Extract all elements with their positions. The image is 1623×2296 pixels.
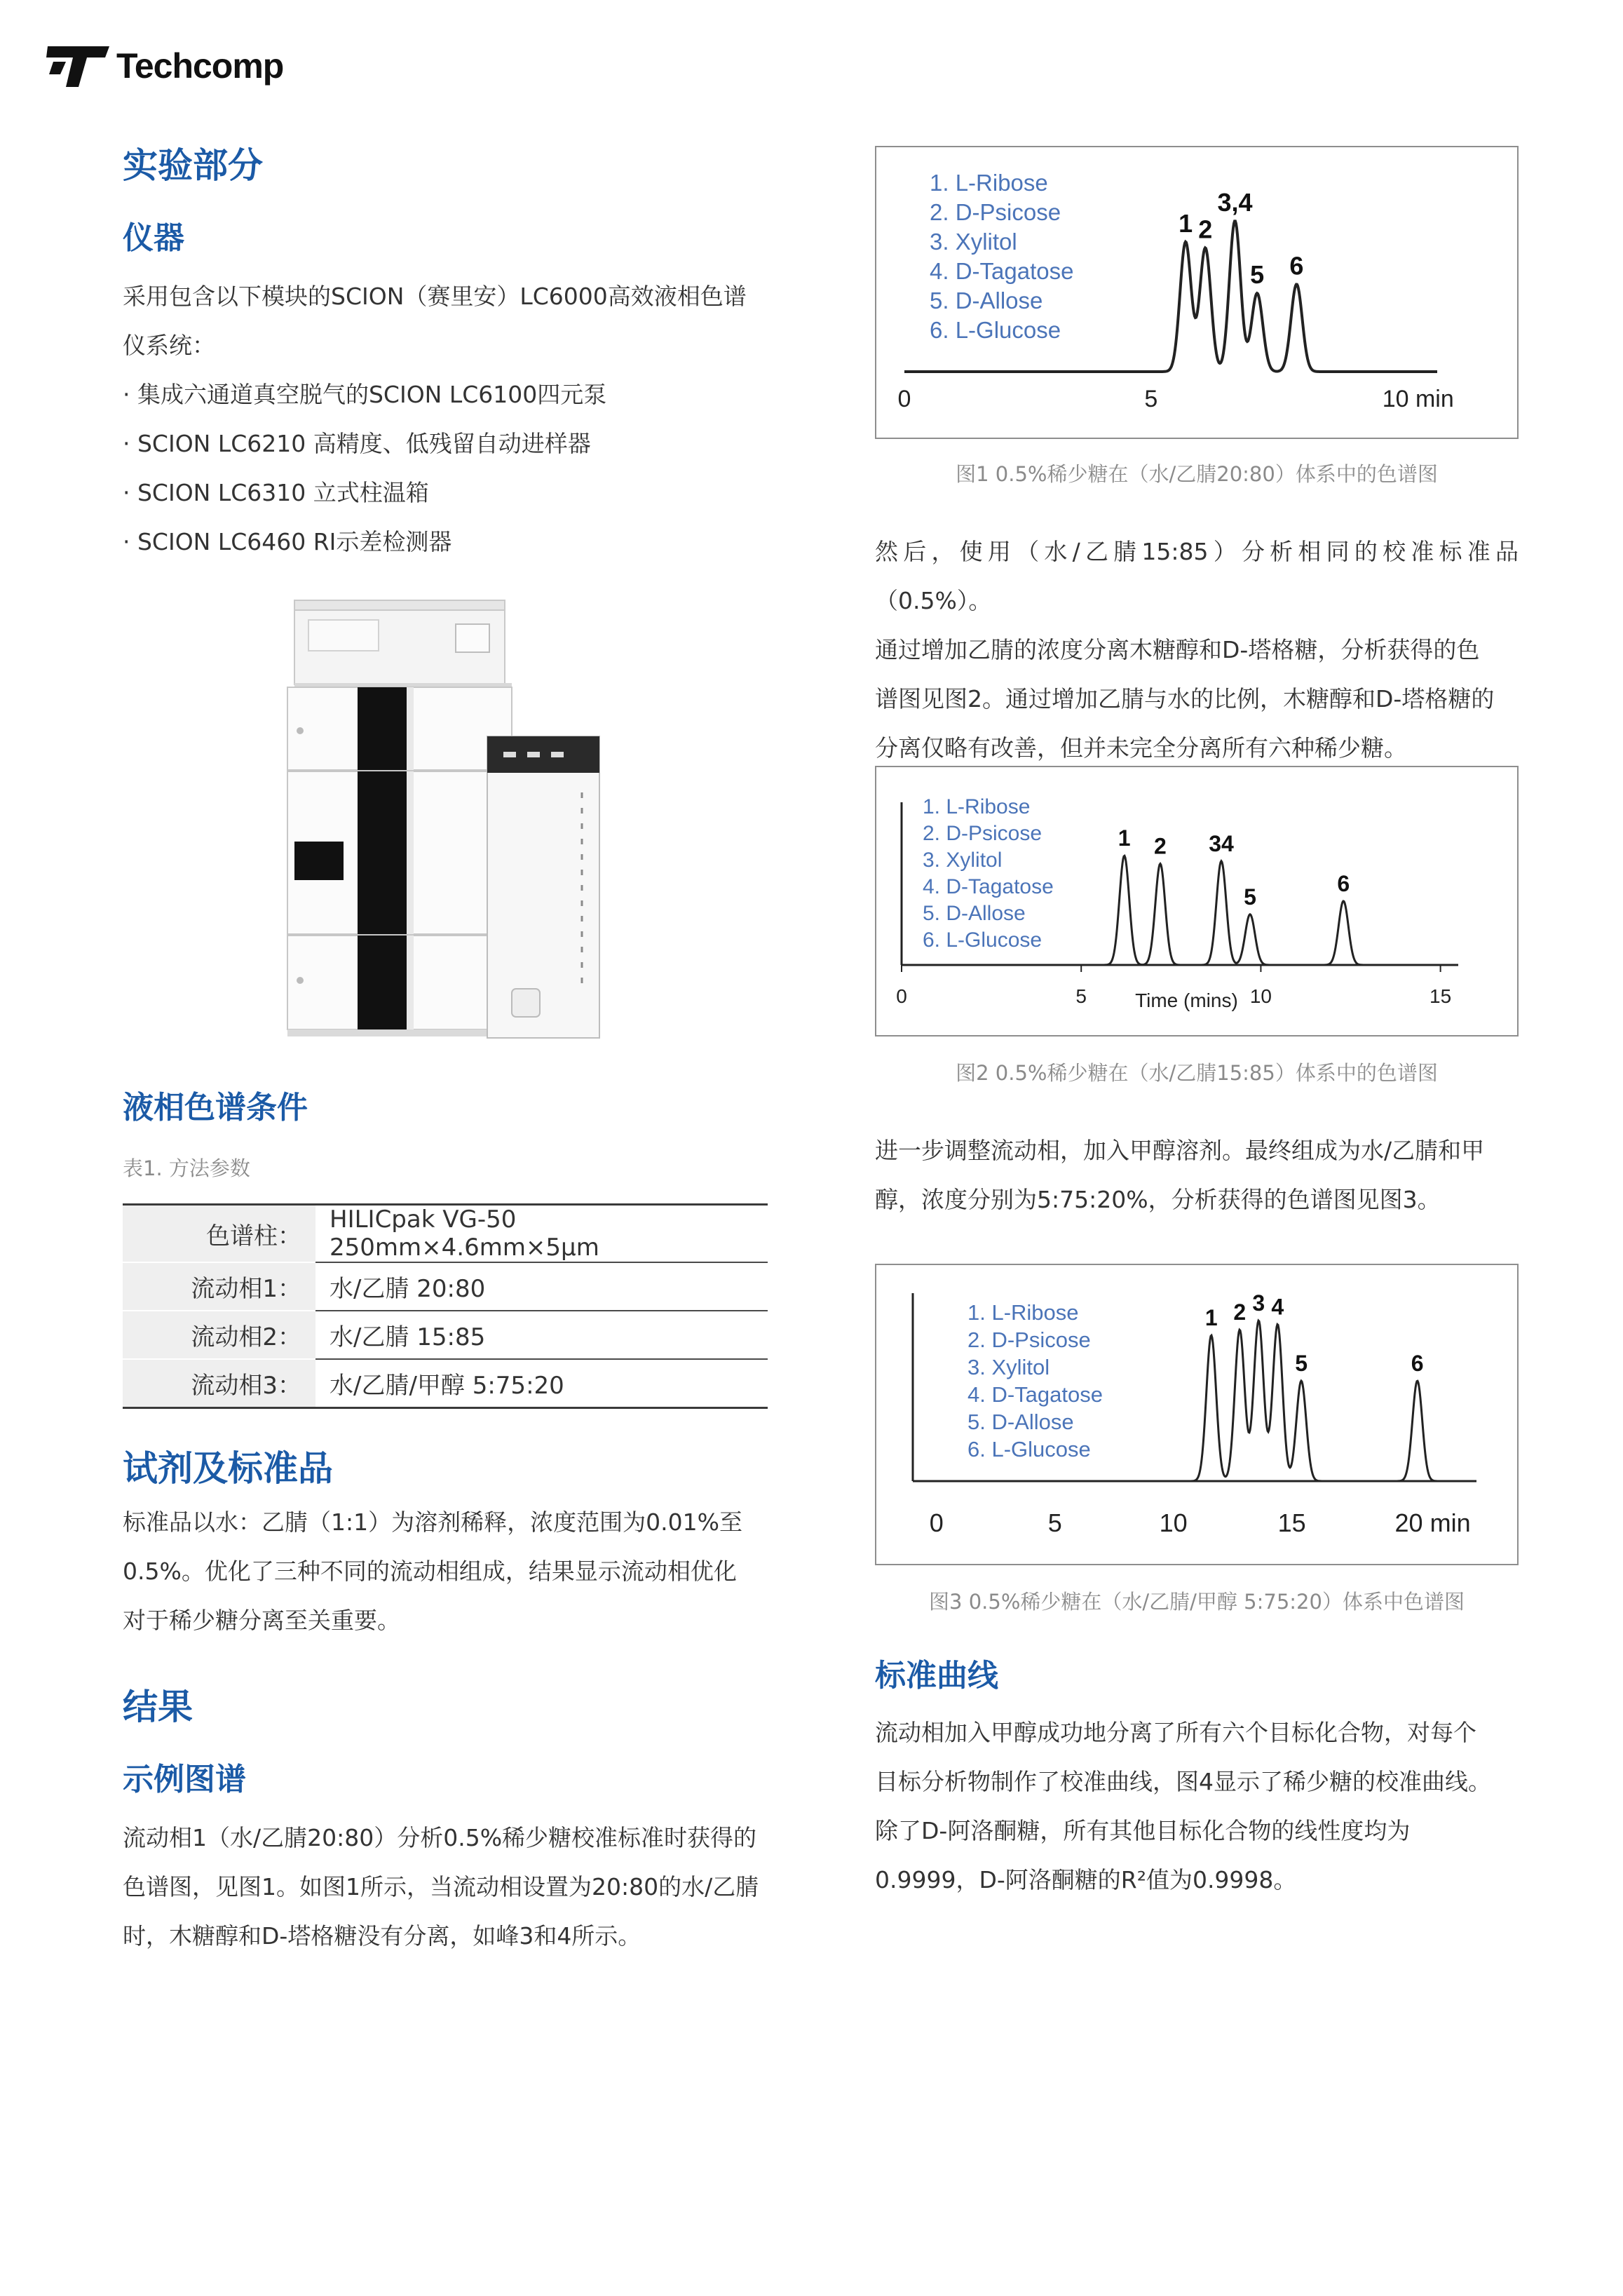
figure-1-caption: 图1 0.5%稀少糖在（水/乙腈20:80）体系中的色谱图 [956, 462, 1438, 486]
x-tick-label: 0 [897, 386, 911, 412]
x-tick-label: 20 min [1394, 1508, 1471, 1537]
x-tick-label: 10 min [1382, 386, 1454, 412]
calibration-line: 流动相加入甲醇成功地分离了所有六个目标化合物，对每个 [875, 1719, 1476, 1746]
legend-entry: 3. Xylitol [930, 229, 1017, 255]
results-line: 色谱图，见图1。如图1所示，当流动相设置为20:80的水/乙腈 [123, 1873, 759, 1900]
paragraph-line: 醇，浓度分别为5:75:20%，分析获得的色谱图见图3。 [875, 1186, 1441, 1213]
peak-label: 2 [1198, 215, 1213, 244]
table-row [123, 1262, 768, 1311]
peak-label: 6 [1289, 251, 1304, 281]
table-row [123, 1205, 768, 1263]
peak-label: 6 [1337, 870, 1350, 896]
x-tick-label: 15 [1277, 1508, 1306, 1537]
techcomp-logo-icon [46, 43, 111, 88]
legend-entry: 3. Xylitol [923, 849, 1003, 872]
instrument-list-item: · 集成六通道真空脱气的SCION LC6100四元泵 [123, 381, 607, 408]
instrument-text [123, 272, 768, 567]
legend-entry: 3. Xylitol [967, 1355, 1050, 1379]
table-caption: 表1. 方法参数 [123, 1156, 250, 1180]
calibration-line: 除了D-阿洛酮糖，所有其他目标化合物的线性度均为 [875, 1817, 1411, 1844]
peak-label: 1 [1179, 209, 1193, 238]
peak-label: 5 [1250, 260, 1265, 290]
figure-3-caption: 图3 0.5%稀少糖在（水/乙腈/甲醇 5:75:20）体系中色谱图 [929, 1590, 1465, 1614]
legend-entry: 5. D-Allose [930, 288, 1043, 313]
peak-label: 6 [1411, 1351, 1424, 1376]
legend-entry: 1. L-Ribose [930, 170, 1048, 196]
figure-3-chart [875, 1264, 1519, 1565]
method-parameters-table [123, 1203, 768, 1409]
peak-label: 3 [1252, 1290, 1265, 1316]
peak-label: 3,4 [1217, 188, 1253, 217]
reagents-heading: 试剂及标准品 [123, 1448, 333, 1489]
legend-entry: 2. D-Psicose [967, 1328, 1091, 1352]
chromatogram-3 [876, 1265, 1517, 1564]
figure-2-chart [875, 766, 1519, 1036]
chromatogram-2 [876, 767, 1517, 1035]
calibration-line: 0.9999，D-阿洛酮糖的R²值为0.9998。 [875, 1866, 1297, 1893]
instrument-list-item: · SCION LC6310 立式柱温箱 [123, 479, 429, 506]
param-value: HILICpak VG-50 250mm×4.6mm×5μm [315, 1205, 768, 1263]
reagents-line: 对于稀少糖分离至关重要。 [123, 1607, 400, 1634]
results-line: 流动相1（水/乙腈20:80）分析0.5%稀少糖校准标准时获得的 [123, 1824, 757, 1851]
brand-logo [46, 41, 283, 91]
conditions-heading: 液相色谱条件 [123, 1090, 308, 1126]
param-value: 水/乙腈 15:85 [315, 1311, 768, 1359]
peak-label: 4 [1271, 1294, 1284, 1320]
paragraph-line: 通过增加乙腈的浓度分离木糖醇和D-塔格糖，分析获得的色 [875, 636, 1480, 663]
peak-label: 34 [1209, 830, 1234, 856]
results-line: 时，木糖醇和D-塔格糖没有分离，如峰3和4所示。 [123, 1922, 641, 1950]
instrument-list-item: · SCION LC6210 高精度、低残留自动进样器 [123, 430, 591, 457]
hplc-system-icon [280, 596, 610, 1045]
section-title: 实验部分 [123, 145, 263, 186]
peak-label: 2 [1154, 833, 1167, 859]
x-axis-label: Time (mins) [1135, 990, 1238, 1011]
x-tick-label: 5 [1047, 1508, 1062, 1537]
peak-label: 2 [1233, 1299, 1247, 1325]
right-paragraph-2 [875, 1126, 1519, 1224]
param-value: 水/乙腈/甲醇 5:75:20 [315, 1359, 768, 1408]
example-chromatogram-heading: 示例图谱 [123, 1762, 246, 1797]
results-heading: 结果 [123, 1687, 193, 1727]
legend-entry: 2. D-Psicose [930, 199, 1061, 225]
figure-1-chart [875, 146, 1519, 439]
x-tick-label: 15 [1430, 985, 1452, 1007]
legend-entry: 1. L-Ribose [923, 795, 1031, 818]
legend-entry: 6. L-Glucose [930, 317, 1061, 343]
instrument-list-item: · SCION LC6460 RI示差检测器 [123, 528, 452, 555]
x-tick-label: 0 [896, 985, 907, 1007]
x-tick-label: 5 [1075, 985, 1087, 1007]
paragraph-line: 分离仅略有改善，但并未完全分离所有六种稀少糖。 [875, 734, 1407, 762]
param-value: 水/乙腈 20:80 [315, 1262, 768, 1311]
peak-label: 1 [1204, 1305, 1218, 1330]
x-tick-label: 10 [1159, 1508, 1188, 1537]
peak-label: 5 [1244, 884, 1256, 910]
instrument-intro-line: 仪系统： [123, 332, 215, 359]
param-key: 流动相3： [123, 1359, 315, 1408]
x-tick-label: 10 [1249, 985, 1272, 1007]
legend-entry: 6. L-Glucose [967, 1437, 1091, 1461]
legend-entry: 5. D-Allose [967, 1410, 1074, 1434]
legend-entry: 4. D-Tagatose [967, 1382, 1103, 1407]
calibration-line: 目标分析物制作了校准曲线，图4显示了稀少糖的校准曲线。 [875, 1768, 1491, 1795]
peak-label: 1 [1118, 825, 1131, 851]
instrument-intro-line: 采用包含以下模块的SCION（赛里安）LC6000高效液相色谱 [123, 283, 747, 310]
figure-2-caption: 图2 0.5%稀少糖在（水/乙腈15:85）体系中的色谱图 [956, 1061, 1438, 1085]
calibration-heading: 标准曲线 [875, 1658, 998, 1694]
param-key: 色谱柱： [123, 1205, 315, 1263]
x-tick-label: 0 [929, 1508, 944, 1537]
reagents-line: 0.5%。优化了三种不同的流动相组成，结果显示流动相优化 [123, 1558, 737, 1585]
table-row [123, 1311, 768, 1359]
results-text [123, 1814, 768, 1961]
calibration-text [875, 1708, 1519, 1905]
param-key: 流动相2： [123, 1311, 315, 1359]
legend-entry: 6. L-Glucose [923, 928, 1043, 952]
peak-label: 5 [1295, 1351, 1308, 1376]
legend-entry: 5. D-Allose [923, 902, 1026, 925]
legend-entry: 2. D-Psicose [923, 822, 1043, 845]
instrument-heading: 仪器 [123, 220, 184, 256]
right-paragraph-1 [875, 527, 1519, 773]
paragraph-line: 进一步调整流动相，加入甲醇溶剂。最终组成为水/乙腈和甲 [875, 1137, 1485, 1164]
logo-text: Techcomp [116, 46, 284, 86]
x-tick-label: 5 [1144, 386, 1158, 412]
param-key: 流动相1： [123, 1262, 315, 1311]
legend-entry: 1. L-Ribose [967, 1300, 1079, 1325]
legend-entry: 4. D-Tagatose [923, 875, 1054, 898]
paragraph-line: 然后，使用（水/乙腈15:85）分析相同的校准标准品（0.5%）。 [875, 538, 1519, 614]
reagents-text [123, 1498, 768, 1645]
legend-entry: 4. D-Tagatose [930, 258, 1074, 284]
table-row [123, 1359, 768, 1408]
lc6000-instrument-image [280, 596, 610, 1045]
reagents-line: 标准品以水：乙腈（1:1）为溶剂稀释，浓度范围为0.01%至 [123, 1508, 742, 1536]
chromatogram-1 [876, 147, 1517, 438]
paragraph-line: 谱图见图2。通过增加乙腈与水的比例，木糖醇和D-塔格糖的 [875, 685, 1495, 713]
